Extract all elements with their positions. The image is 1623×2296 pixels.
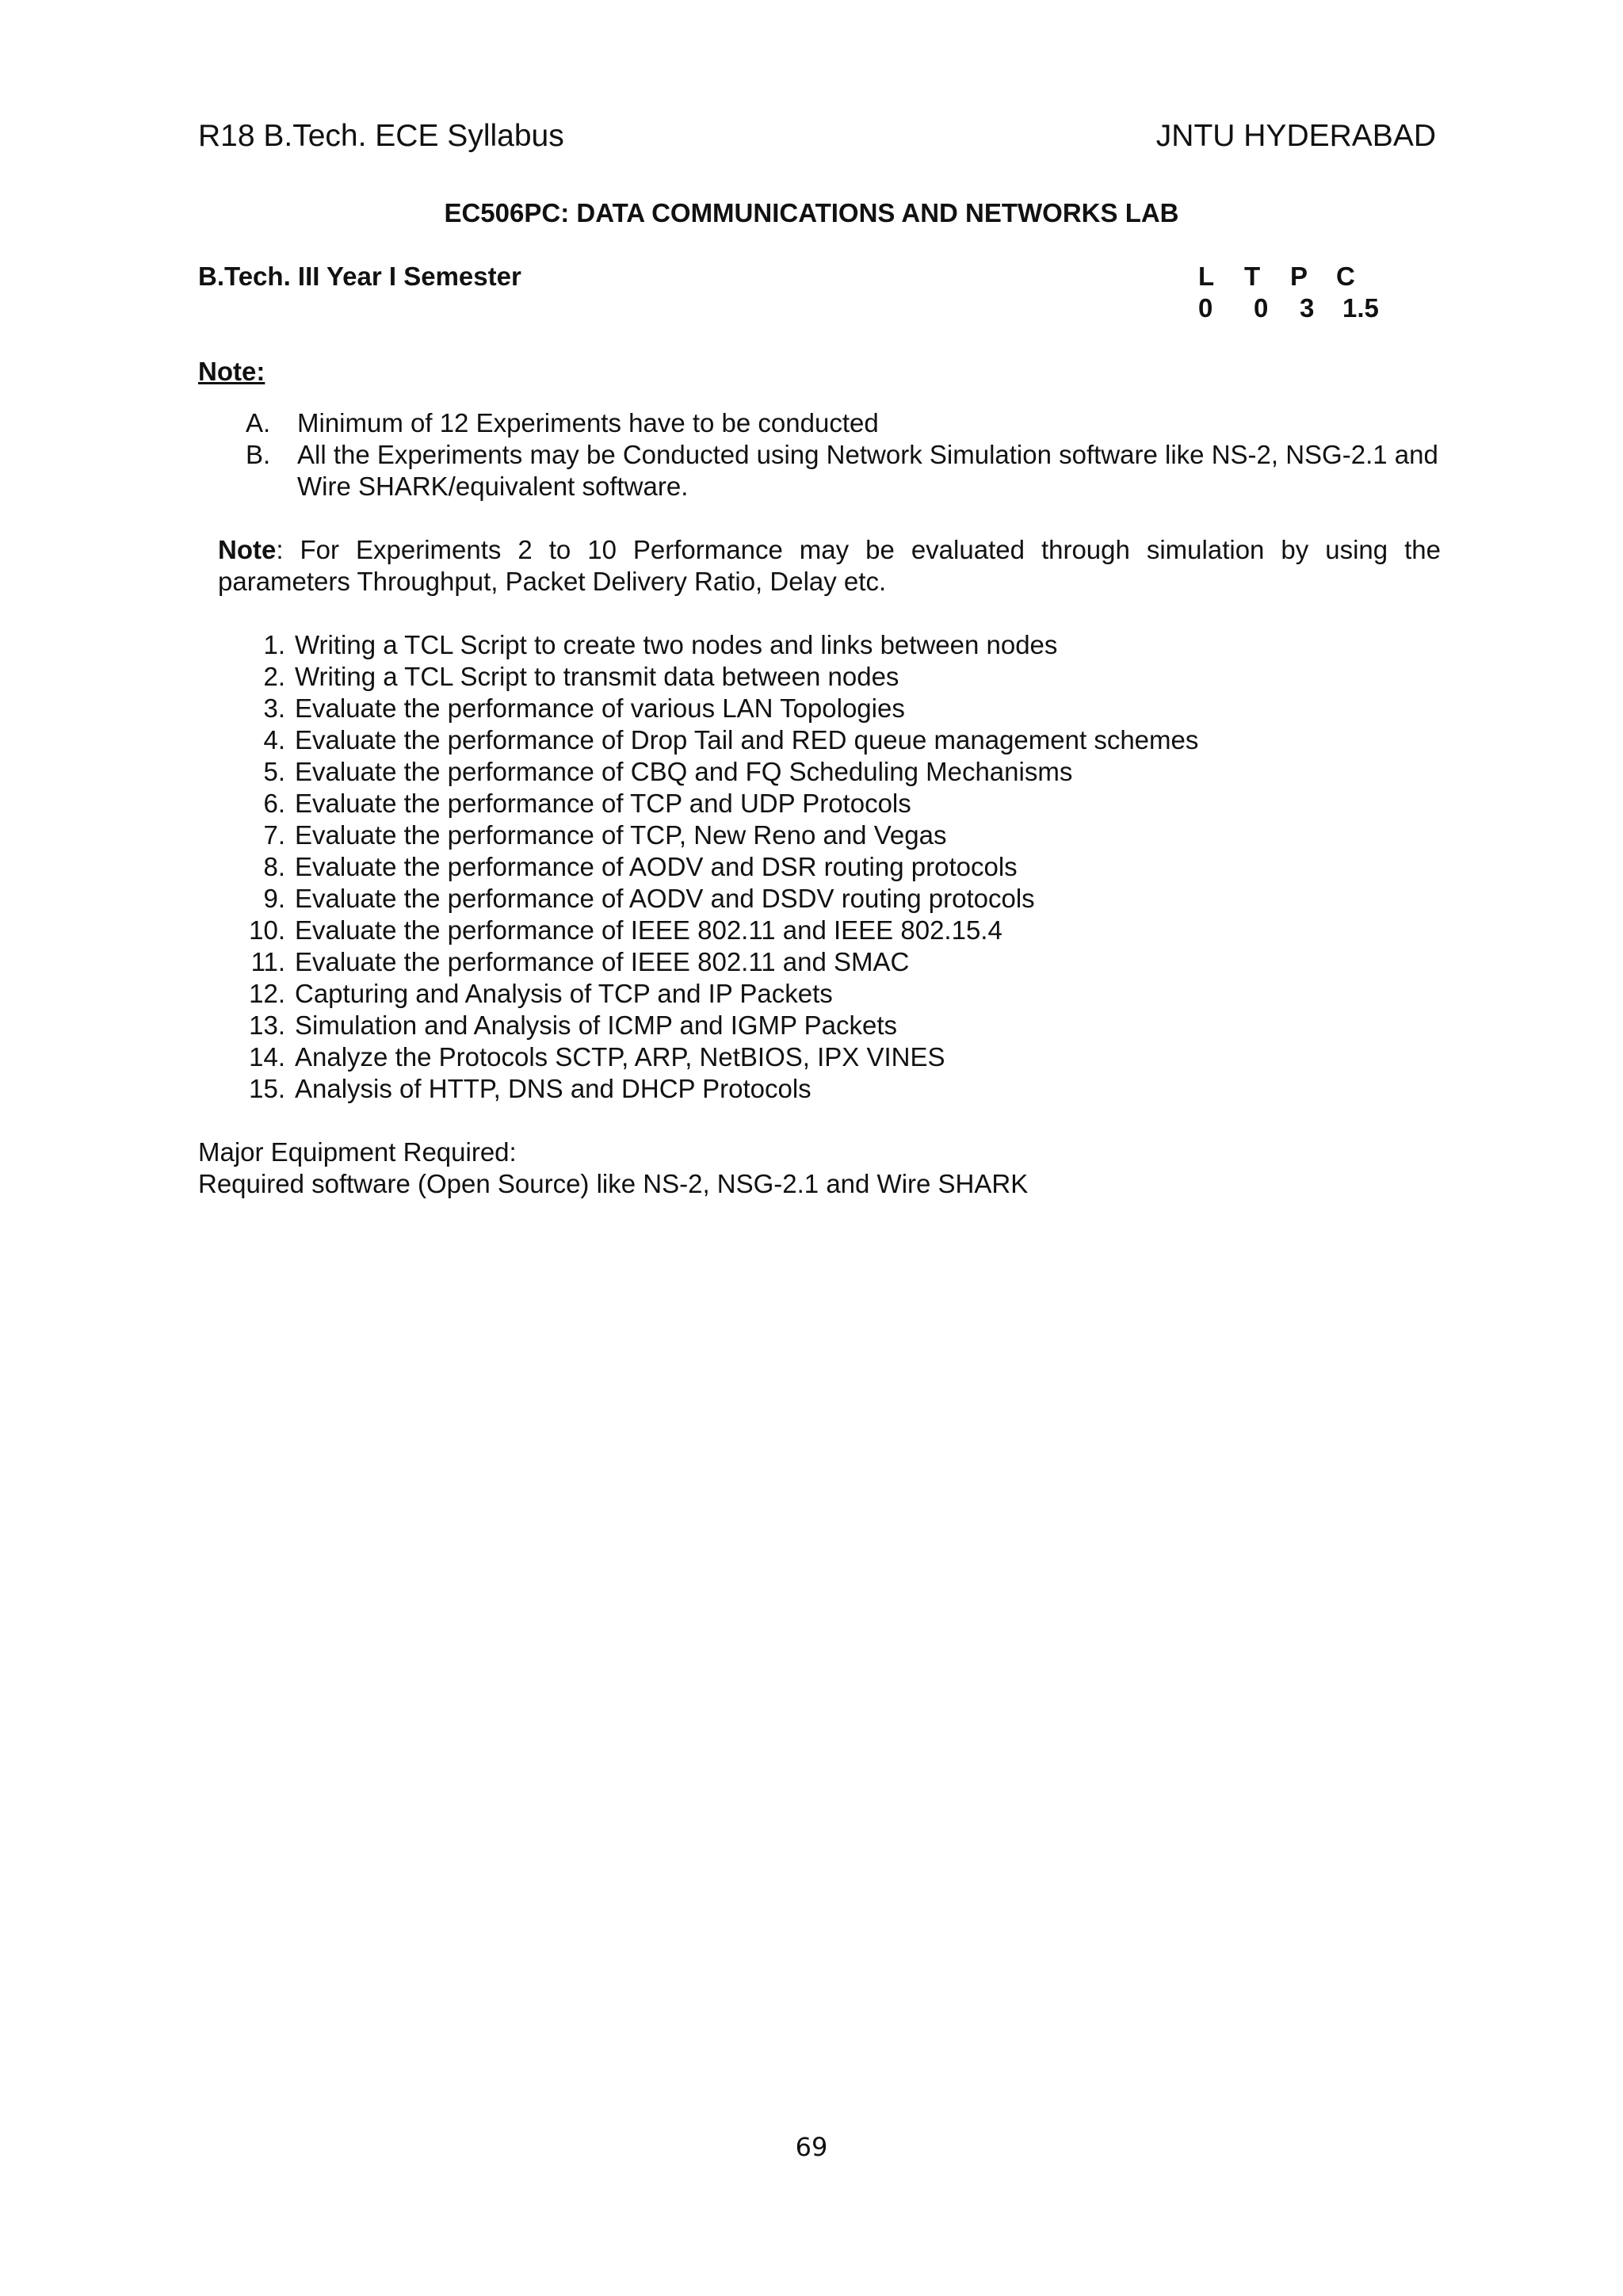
list-item bbox=[230, 788, 1198, 819]
list-item bbox=[230, 1010, 1198, 1041]
experiment-text: Writing a TCL Script to create two nodes and links between nodes bbox=[295, 630, 1058, 659]
experiment-number: 6. bbox=[263, 789, 285, 818]
experiments-list bbox=[230, 629, 1198, 1105]
experiment-text: Analysis of HTTP, DNS and DHCP Protocols bbox=[295, 1074, 812, 1103]
list-item bbox=[246, 439, 1441, 502]
ltpc-label: T bbox=[1244, 262, 1261, 291]
ltpc-table bbox=[1198, 262, 1390, 325]
ltpc-value: 0 bbox=[1198, 293, 1213, 323]
list-item bbox=[230, 883, 1198, 915]
page-number: 69 bbox=[795, 2132, 828, 2162]
experiment-number: 15. bbox=[249, 1074, 285, 1103]
experiment-number: 11. bbox=[250, 947, 285, 976]
experiment-text: Evaluate the performance of AODV and DSDV routing protocols bbox=[295, 884, 1035, 913]
equipment-heading: Major Equipment Required: bbox=[198, 1137, 517, 1167]
header-left: R18 B.Tech. ECE Syllabus bbox=[198, 119, 564, 153]
experiment-text: Evaluate the performance of various LAN Topologies bbox=[295, 693, 905, 723]
course-title: EC506PC: DATA COMMUNICATIONS AND NETWORKS LAB bbox=[444, 198, 1179, 227]
list-item bbox=[230, 1041, 1198, 1073]
experiment-number: 13. bbox=[249, 1010, 285, 1040]
list-item bbox=[230, 819, 1198, 851]
list-item bbox=[230, 756, 1198, 788]
experiment-number: 12. bbox=[249, 979, 285, 1008]
experiment-number: 14. bbox=[249, 1042, 285, 1072]
ltpc-value: 3 bbox=[1300, 293, 1315, 323]
equipment-text: Required software (Open Source) like NS-2, NSG-2.1 and Wire SHARK bbox=[198, 1169, 1029, 1198]
ltpc-values-row bbox=[1198, 293, 1390, 325]
list-item bbox=[230, 724, 1198, 756]
ltpc-labels-row bbox=[1198, 262, 1390, 293]
experiment-number: 4. bbox=[263, 725, 285, 755]
note-heading: Note: bbox=[198, 357, 265, 386]
experiment-number: 9. bbox=[263, 884, 285, 913]
ltpc-label: L bbox=[1198, 262, 1215, 291]
experiment-number: 2. bbox=[263, 662, 285, 691]
experiment-number: 5. bbox=[263, 757, 285, 786]
ltpc-label: C bbox=[1336, 262, 1355, 291]
experiment-text: Evaluate the performance of TCP, New Reno and Vegas bbox=[295, 820, 947, 850]
experiment-text: Analyze the Protocols SCTP, ARP, NetBIOS, IPX VINES bbox=[295, 1042, 945, 1072]
experiment-number: 8. bbox=[263, 852, 285, 881]
note-text: All the Experiments may be Conducted using Network Simulation software like NS-2, NSG-2.1 and Wire SHARK/equivalent software. bbox=[297, 440, 1438, 501]
experiment-text: Evaluate the performance of IEEE 802.11 and SMAC bbox=[295, 947, 910, 976]
equipment-section bbox=[198, 1137, 1028, 1200]
list-item bbox=[246, 407, 1441, 439]
experiment-text: Capturing and Analysis of TCP and IP Packets bbox=[295, 979, 833, 1008]
experiment-text: Evaluate the performance of AODV and DSR routing protocols bbox=[295, 852, 1018, 881]
note-text: Minimum of 12 Experiments have to be conducted bbox=[297, 408, 879, 437]
note-body: : For Experiments 2 to 10 Performance may be evaluated through simulation by using the parameters Throughput, Packet Delivery Ratio, Delay etc. bbox=[218, 535, 1441, 596]
note-label: B. bbox=[246, 440, 271, 469]
ltpc-value: 0 bbox=[1254, 293, 1269, 323]
list-item bbox=[230, 661, 1198, 693]
note-label: A. bbox=[246, 408, 271, 437]
list-item bbox=[230, 1073, 1198, 1105]
experiment-text: Evaluate the performance of IEEE 802.11 and IEEE 802.15.4 bbox=[295, 915, 1002, 945]
header-right: JNTU HYDERABAD bbox=[1155, 119, 1436, 153]
experiment-number: 1. bbox=[263, 630, 285, 659]
ltpc-value: 1.5 bbox=[1342, 293, 1379, 323]
performance-note bbox=[218, 534, 1441, 598]
experiment-text: Evaluate the performance of TCP and UDP Protocols bbox=[295, 789, 911, 818]
experiment-text: Simulation and Analysis of ICMP and IGMP Packets bbox=[295, 1010, 897, 1040]
experiment-number: 10. bbox=[249, 915, 285, 945]
notes-list bbox=[246, 407, 1441, 502]
experiment-number: 7. bbox=[263, 820, 285, 850]
list-item bbox=[230, 915, 1198, 946]
list-item bbox=[230, 693, 1198, 724]
note-bold-label: Note bbox=[218, 535, 277, 564]
semester-label: B.Tech. III Year I Semester bbox=[198, 262, 521, 291]
list-item bbox=[230, 978, 1198, 1010]
ltpc-label: P bbox=[1290, 262, 1308, 291]
list-item bbox=[230, 629, 1198, 661]
experiment-number: 3. bbox=[263, 693, 285, 723]
experiment-text: Evaluate the performance of Drop Tail and RED queue management schemes bbox=[295, 725, 1199, 755]
list-item bbox=[230, 946, 1198, 978]
experiment-text: Writing a TCL Script to transmit data between nodes bbox=[295, 662, 899, 691]
experiment-text: Evaluate the performance of CBQ and FQ Scheduling Mechanisms bbox=[295, 757, 1073, 786]
list-item bbox=[230, 851, 1198, 883]
